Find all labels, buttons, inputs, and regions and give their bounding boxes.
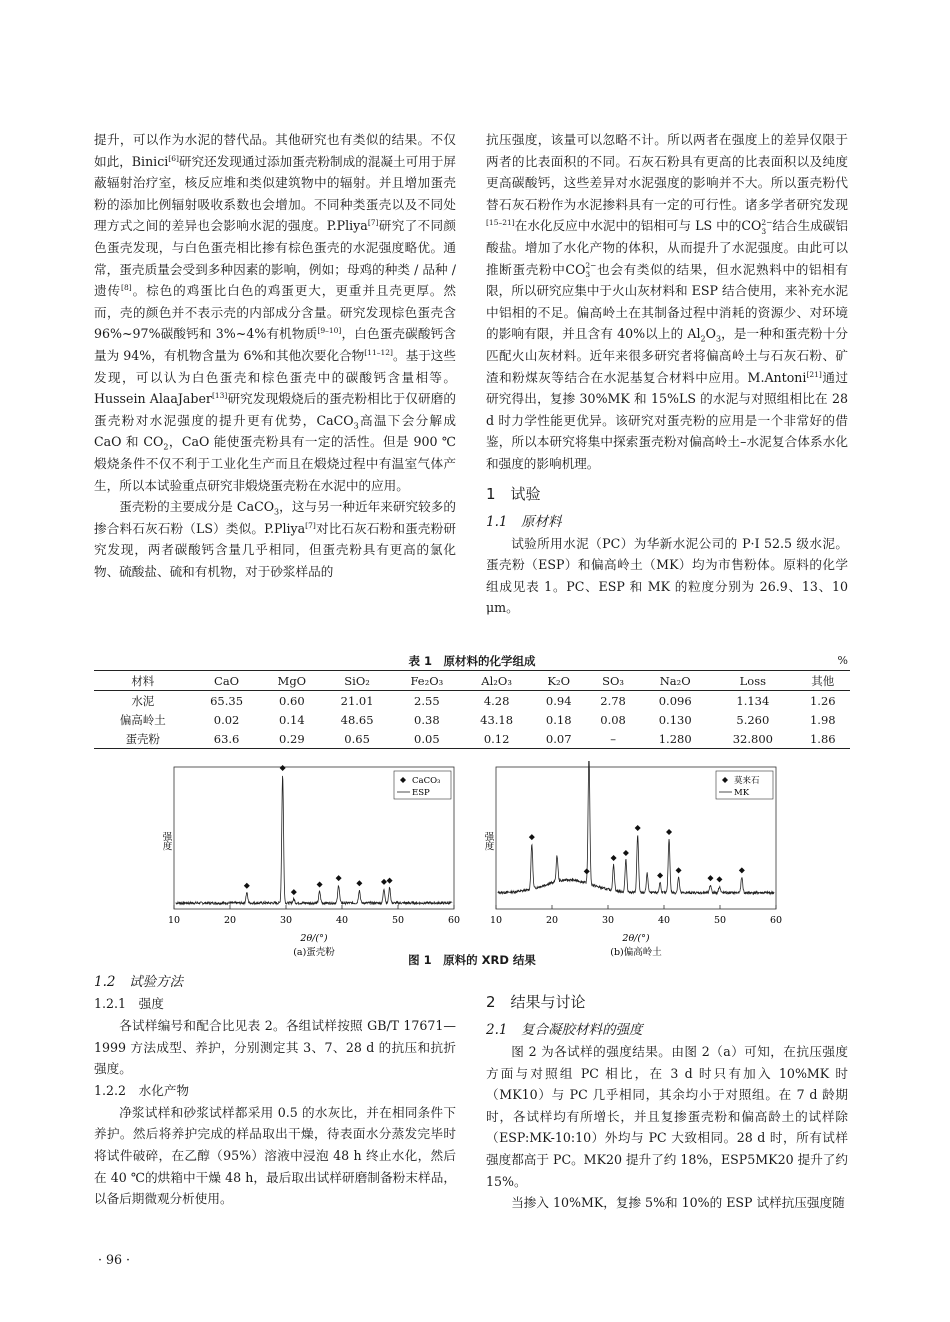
table-cell: 1.98 (809, 712, 836, 727)
peak-marker (381, 879, 387, 885)
table-header-cell: 材料 (94, 671, 192, 691)
peak-marker (280, 765, 286, 771)
paragraph-hydration-method: 净浆试样和砂浆试样都采用 0.5 的水灰比，并在相同条件下养护。然后将养护完成的样品取出干燥，待表面水分蒸发完毕时将试件破碎，在乙醇（95%）溶液中浸泡 48 h 终止水化，然后在 40 ℃的烘箱中干燥 48 h，最后取出试样研磨制备粉末样品，以备后期微观分析使用。 (94, 1104, 456, 1207)
table-cell: 32.800 (732, 731, 773, 746)
table-cell: 2.55 (414, 693, 440, 708)
left-column-top (94, 129, 456, 582)
peak-marker (657, 873, 663, 879)
x-tick-label: 20 (223, 915, 237, 926)
table-cell: 0.12 (483, 731, 510, 746)
panel-a-title: (a)蛋壳粉 (293, 947, 335, 958)
table-cell: 偏高岭土 (119, 712, 166, 727)
right-column-top (486, 129, 848, 619)
peak-marker (387, 878, 393, 884)
table-cell: 63.6 (213, 731, 240, 746)
table-header-cell: SO₃ (586, 671, 640, 691)
right-column-bottom (486, 983, 848, 1214)
paragraph-materials: 试验所用水泥（PC）为华新水泥公司的 P·I 52.5 级水泥。蛋壳粉（ESP）和偏高岭土（MK）均为市售粉体。原料的化学组成见表 1。PC、ESP 和 MK 的粒度分别为 26.9、13、10 μm。 (486, 535, 848, 616)
table-cell: – (610, 731, 616, 746)
table-cell: 0.38 (414, 712, 440, 727)
table-cell: 0.096 (658, 693, 692, 708)
table-cell: 0.94 (545, 693, 572, 708)
panel-b-xlabel: 2θ/(°) (622, 933, 650, 944)
table-cell: 5.260 (736, 712, 770, 727)
figure-1 (150, 761, 800, 966)
x-tick-label: 60 (769, 915, 783, 926)
paragraph-strength-method: 各试样编号和配合比见表 2。各组试样按照 GB/T 17671—1999 方法成型、养护，分别测定其 3、7、28 d 的抗压和抗折强度。 (94, 1018, 456, 1077)
table-cell: 蛋壳粉 (125, 731, 161, 746)
table-cell: 21.01 (340, 693, 374, 708)
paragraph-left-2: 蛋壳粉的主要成分是 CaCO$_3$，这与另一种近年来研究较多的掺合料石灰石粉（LS）类似。P.Pliya[7]对比石灰石粉和蛋壳粉研究发现，两者碳酸钙含量几乎相同，但蛋壳粉具有更高的氯化物、硫酸盐、硫和有机物，对于砂浆样品的 (94, 499, 457, 579)
table-header-cell: CaO (192, 671, 262, 691)
peak-marker (336, 875, 342, 881)
table-cell: 2.78 (600, 693, 626, 708)
x-tick-label: 60 (447, 915, 461, 926)
legend-mullite-label: 莫来石 (734, 776, 760, 786)
panel-a-ylabel: 强度 (160, 831, 172, 851)
table-cell: 0.60 (279, 693, 305, 708)
table-header-cell: SiO₂ (322, 671, 392, 691)
subsection-heading-1-1: 1.1 原材料 (486, 513, 562, 530)
table-header-cell: Fe₂O₃ (392, 671, 462, 691)
legend-esp-label: ESP (412, 788, 430, 798)
peak-marker (584, 868, 590, 874)
composition-table (94, 670, 850, 749)
x-tick-label: 10 (489, 915, 503, 926)
table-header-cell: Al₂O₃ (462, 671, 532, 691)
table-cell: 0.65 (344, 731, 370, 746)
paragraph-right-1: 抗压强度，该量可以忽略不计。所以两者在强度上的差异仅限于两者的比表面积的不同。石灰石粉具有更高的比表面积以及纯度更高碳酸钙，这些差异对水泥强度的影响并不大。所以蛋壳粉代替石灰石粉作为水泥掺料具有一定的可行性。诸多学者研究发现[15–21]在水化反应中水泥中的铝相可与 LS 中的CO 2− 3 结合生成碳铝酸盐。增加了水化产物的体积，从而提升了水泥强度。由此可以推断蛋壳粉中CO 2− 3 也会有类似的结果，但水泥熟料中的铝相有限，所以研究应集中于火山灰材料和 ESP 结合使用，来补充水泥中铝相的不足。偏高岭土在其制备过程中消耗的资源少、对环境的影响有限，并且含有 40%以上的 $Al_2O_3$，是一种和蛋壳粉十分匹配火山灰材料。近年来很多研究者将偏高岭土与石灰石粉、矿渣和粉煤灰等结合在水泥基复合材料中应用。M.Antoni[21]通过研究得出，复掺 30%MK 和 15%LS 的水泥与对照组相比在 28 d 时力学性能更优异。该研究对蛋壳粉的应用是一个非常好的借鉴，所以本研究将集中探索蛋壳粉对偏高岭土–水泥复合体系水化和强度的影响机理。 (486, 132, 849, 471)
table-unit: % (837, 654, 848, 667)
table-1 (94, 652, 850, 749)
table-row (94, 691, 850, 711)
subsection-heading-1-2: 1.2 试验方法 (94, 974, 183, 990)
peak-marker (317, 881, 323, 887)
x-tick-label: 50 (713, 915, 727, 926)
peak-marker (623, 850, 629, 856)
paragraph-left-1: 提升，可以作为水泥的替代品。其他研究也有类似的结果。不仅如此，Binici[6]研究还发现通过添加蛋壳粉制成的混凝土可用于屏蔽辐射治疗室，核反应堆和类似建筑物中的辐射。并且增加蛋壳粉的添加比例辐射吸收系数也会增加。不同种类蛋壳以及不同处理方式之间的差异也会影响水泥的强度。P.Pliya[7]研究了不同颜色蛋壳发现，与白色蛋壳相比掺有棕色蛋壳的水泥强度略优。通常，蛋壳质量会受到多种因素的影响，例如；母鸡的种类 / 品种 / 遗传[8]。棕色的鸡蛋比白色的鸡蛋更大，更重并且壳更厚。然而，壳的颜色并不表示壳的内部成分含量。研究发现棕色蛋壳含96%~97%碳酸钙和 3%~4%有机物质[9–10]，白色蛋壳碳酸钙含量为 94%，有机物含量为 6%和其他次要化合物[11–12]。基于这些发现，可以认为白色蛋壳和棕色蛋壳中的碳酸钙含量相等。Hussein AlaaJaber[13]研究发现煅烧后的蛋壳粉相比于仅研磨的蛋壳粉对水泥强度的提升更有优势，CaCO$_3$高温下会分解成 CaO 和 $CO_2$，CaO 能使蛋壳粉具有一定的活性。但是 900 ℃煅烧条件不仅不利于工业化生产而且在煅烧过程中有温室气体产生，所以本试验重点研究非煅烧蛋壳粉在水泥中的应用。 (94, 132, 457, 493)
table-cell: 1.26 (809, 693, 836, 708)
panel-b-title: (b)偏高岭土 (610, 947, 662, 958)
table-header-cell: 其他 (796, 671, 850, 691)
x-tick-label: 10 (167, 915, 181, 926)
table-cell: 水泥 (131, 693, 155, 708)
table-cell: 0.08 (600, 712, 626, 727)
table-row (94, 710, 850, 729)
panel-a-xlabel: 2θ/(°) (300, 933, 328, 944)
paragraph-strength-results: 图 2 为各试样的强度结果。由图 2（a）可知，在抗压强度方面与对照组 PC 相比，在 3 d 时只有加入 10%MK 时（MK10）与 PC 几乎相同，其余均小于对照组。在 7 d 龄期时，各试样均有所增长，并且复掺蛋壳粉和偏高龄土的试样除（ESP:MK-10:10）外均与 PC 大致相同。28 d 时，所有试样强度都高于 PC。MK20 提升了约 18%，ESP5MK20 提升了约 15%。 (486, 1044, 848, 1189)
peak-marker (529, 834, 535, 840)
table-cell: 0.02 (213, 712, 240, 727)
x-tick-label: 20 (545, 915, 559, 926)
table-cell: 4.28 (483, 693, 510, 708)
table-cell: 1.280 (658, 731, 692, 746)
page-number: · 96 · (98, 1252, 131, 1267)
table-cell: 0.18 (545, 712, 572, 727)
peak-marker (739, 867, 745, 873)
peak-marker (716, 876, 722, 882)
x-tick-label: 30 (279, 915, 293, 926)
table-cell: 43.18 (480, 712, 514, 727)
x-tick-label: 50 (391, 915, 405, 926)
peak-marker (356, 880, 362, 886)
table-cell: 65.35 (210, 693, 244, 708)
legend-caco3-label: CaCO₃ (412, 776, 441, 786)
peak-marker (611, 855, 617, 861)
table-cell: 0.07 (545, 731, 572, 746)
subsection-heading-2-1: 2.1 复合凝胶材料的强度 (486, 1022, 643, 1038)
table-cell: 1.86 (809, 731, 836, 746)
figure-1-caption: 图 1 原料的 XRD 结果 (408, 953, 536, 967)
table-caption: 表 1 原材料的化学组成 % (408, 654, 848, 668)
peak-marker (244, 883, 250, 889)
table-cell: 48.65 (340, 712, 374, 727)
x-tick-label: 40 (335, 915, 349, 926)
table-header-cell: Loss (710, 671, 795, 691)
table-header-cell: K₂O (532, 671, 586, 691)
x-tick-label: 30 (601, 915, 615, 926)
table-cell: 0.05 (414, 731, 440, 746)
paragraph-continued: 当掺入 10%MK，复掺 5%和 10%的 ESP 试样抗压强度随 (511, 1195, 845, 1211)
peak-marker (291, 889, 297, 895)
peak-marker (707, 875, 713, 881)
section-heading-1: 1 试验 (486, 484, 541, 503)
table-row (94, 729, 850, 749)
table-cell: 0.14 (279, 712, 305, 727)
peak-marker (666, 829, 672, 835)
legend-mk-label: MK (734, 788, 750, 798)
table-header-cell: Na₂O (640, 671, 710, 691)
table-cell: 1.134 (736, 693, 770, 708)
x-tick-label: 40 (657, 915, 671, 926)
section-heading-2: 2 结果与讨论 (486, 993, 586, 1011)
peak-marker (635, 825, 641, 831)
panel-b-ylabel: 强度 (482, 831, 494, 851)
subsubsection-heading-1-2-2: 1.2.2 水化产物 (94, 1082, 190, 1098)
table-cell: 0.29 (279, 731, 305, 746)
table-cell: 0.130 (658, 712, 692, 727)
peak-marker (676, 867, 682, 873)
xrd-figure (150, 761, 800, 966)
subsubsection-heading-1-2-1: 1.2.1 强度 (94, 996, 164, 1011)
table-header-cell: MgO (262, 671, 323, 691)
left-column-bottom (94, 971, 456, 1210)
